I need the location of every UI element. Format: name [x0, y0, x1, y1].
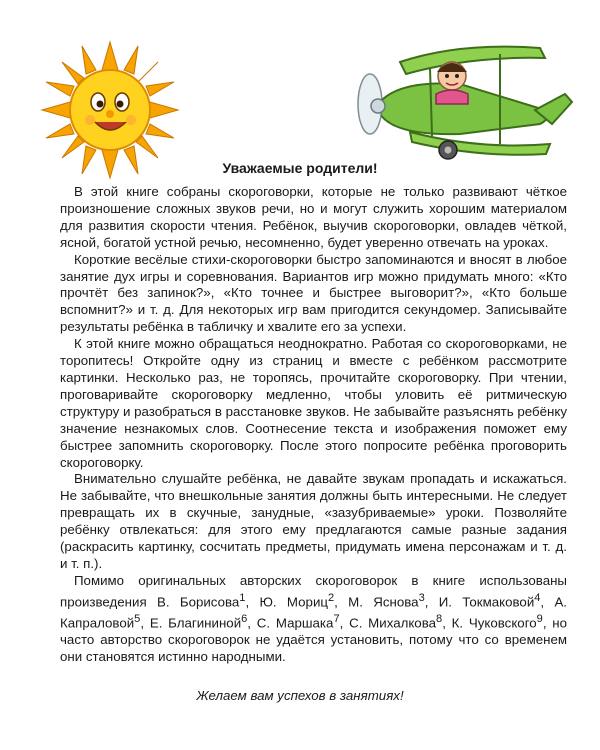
paragraph: К этой книге можно обращаться неоднократно. Работая со скороговорками, не торопитесь! Откройте одну из страниц и вместе с ребёнком рассмотрите картинки. Несколько раз, не торопясь, прочитайте скороговорку. При чтении, проговаривайте скороговорку медленно, чтобы уловить её ритмическую структуру и разобраться в расстановке звуков. Не забывайте разъяснять ребёнку значение незнакомых слов. Соотнесение текста и изображения поможет ему быстрее запомнить скороговорку. После этого попросите ребёнка проговорить скороговорку.: [60, 336, 567, 470]
letter-body: [60, 184, 567, 666]
footnote-mark: 6: [241, 613, 248, 626]
closing-wish: Желаем вам успехов в занятиях!: [196, 688, 404, 703]
footnote-mark: 5: [134, 613, 141, 626]
footnote-mark: 9: [536, 613, 543, 626]
author-ref: Ю. Мориц: [259, 594, 328, 610]
authors-paragraph: Помимо оригинальных авторских скороговорок в книге использованы произведения В. Борисова$^1$, Ю. Мориц$^2$, М. Яснова$^3$, И. Токмаковой$^4$, А. Капраловой$^5$, Е. Благининой$^6$, С. Маршака$^7$, С. Михалкова$^8$, К. Чуковского$^9$, но часто авторство скороговорок не удаётся установить, потому что со временем они становятся истинно народными.: [60, 572, 568, 665]
biplane-illustration: [340, 32, 585, 162]
pilot-body: [436, 90, 468, 104]
author-ref: С. Михалкова: [349, 615, 437, 631]
paragraph: Внимательно слушайте ребёнка, не давайте звукам пропадать и искажаться. Не забывайте, что внешкольные занятия должны быть интересными. Не следует превращать их в скучные, занудные, «зазубриваемые» уроки. Позволяйте ребёнку отвлекаться: для этого ему предлагаются самые разные задания (раскрасить картинку, сосчитать предметы, придумать имена персонажам и т. д. и т. п.).: [60, 471, 567, 571]
author-ref: И. Токмаковой: [438, 594, 535, 610]
author-ref: В. Борисова: [156, 594, 240, 610]
author-ref: К. Чуковского: [451, 615, 537, 631]
author-ref: Е. Благининой: [149, 615, 242, 631]
footnote-mark: 3: [418, 591, 425, 604]
plane-fuselage: [380, 83, 548, 134]
footnote-mark: 1: [239, 591, 246, 604]
sun-illustration: [40, 40, 180, 180]
page-title: Уважаемые родители!: [222, 160, 378, 176]
footnote-mark: 7: [333, 613, 340, 626]
paragraph: Короткие весёлые стихи-скороговорки быстро запоминаются и вносят в любое занятие дух игры и соревнования. Вариантов игр можно придумать много: «Кто прочтёт без запинок?», «Кто точнее и быстрее выговорит?», «Кто больше вспомнит?» и т. д. Для некоторых игр вам пригодится секундомер. Записывайте результаты ребёнка в табличку и хвалите его за успехи.: [60, 251, 567, 335]
author-ref: А. Капраловой: [60, 594, 568, 631]
paragraph: В этой книге собраны скороговорки, которые не только развивают чёткое произношение сложных звуков речи, но и могут служить хорошим материалом для развития скорости чтения. Ребёнок, выучив скороговорки, овладев чёткой, ясной, богатой устной речью, несомненно, будет уверенно отвечать на уроках.: [60, 184, 567, 250]
author-ref: М. Яснова: [348, 594, 419, 610]
footnote-mark: 8: [436, 613, 443, 626]
footnote-mark: 2: [327, 591, 335, 604]
footnote-mark: 4: [534, 591, 541, 604]
author-ref: С. Маршака: [256, 615, 334, 631]
plane-upper-wing: [400, 47, 545, 74]
